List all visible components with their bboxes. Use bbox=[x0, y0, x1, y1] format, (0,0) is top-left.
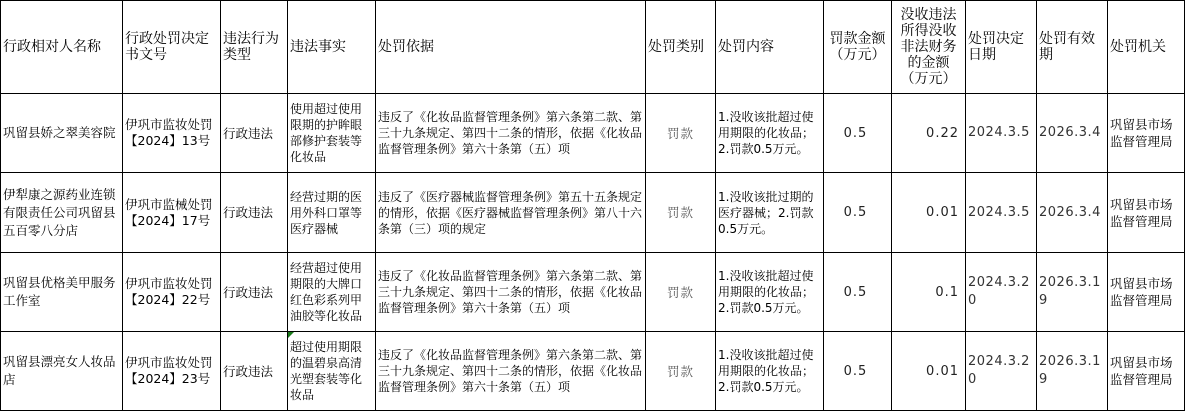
cell-authority: 巩留县市场监督管理局 bbox=[1108, 94, 1185, 173]
header-authority: 处罚机关 bbox=[1108, 1, 1185, 94]
cell-fact: 超过使用期限的温碧泉高清光塑套装等化妆品 bbox=[288, 332, 376, 411]
cell-category: 罚款 bbox=[646, 332, 716, 411]
cell-doc-no: 伊巩市监妆处罚【2024】23号 bbox=[123, 332, 221, 411]
cell-name: 巩留县优格美甲服务工作室 bbox=[1, 253, 123, 332]
cell-basis: 违反了《医疗器械监督管理条例》第五十五条规定的情形，依据《医疗器械监督管理条例》第八十六条第（三）项的规定 bbox=[376, 173, 646, 253]
header-fact: 违法事实 bbox=[288, 1, 376, 94]
cell-type: 行政违法 bbox=[221, 94, 288, 173]
table-row bbox=[1, 253, 1185, 332]
cell-doc-no: 伊巩市监械处罚【2024】17号 bbox=[123, 173, 221, 253]
cell-category: 罚款 bbox=[646, 94, 716, 173]
cell-authority: 巩留县市场监督管理局 bbox=[1108, 253, 1185, 332]
cell-confiscation: 0.22 bbox=[892, 94, 966, 173]
header-decision-date: 处罚决定日期 bbox=[966, 1, 1037, 94]
cell-fact: 经营过期的医用外科口罩等医疗器械 bbox=[288, 173, 376, 253]
table-row bbox=[1, 94, 1185, 173]
header-basis: 处罚依据 bbox=[376, 1, 646, 94]
cell-decision-date: 2024.3.20 bbox=[966, 332, 1037, 411]
header-fine: 罚款金额（万元） bbox=[824, 1, 892, 94]
cell-fact: 经营超过使用期限的大牌口红色彩系列甲油胶等化妆品 bbox=[288, 253, 376, 332]
cell-decision-date: 2024.3.5 bbox=[966, 173, 1037, 253]
cell-confiscation: 0.01 bbox=[892, 332, 966, 411]
cell-category: 罚款 bbox=[646, 173, 716, 253]
cell-fine: 0.5 bbox=[824, 173, 892, 253]
cell-name: 巩留县漂亮女人妆品店 bbox=[1, 332, 123, 411]
cell-valid-until: 2026.3.19 bbox=[1037, 253, 1108, 332]
table-row bbox=[1, 332, 1185, 411]
cell-type: 行政违法 bbox=[221, 173, 288, 253]
cell-doc-no: 伊巩市监妆处罚【2024】13号 bbox=[123, 94, 221, 173]
cell-valid-until: 2026.3.4 bbox=[1037, 94, 1108, 173]
cell-content: 1.没收该批过期的医疗器械；2.罚款0.5万元。 bbox=[716, 173, 824, 253]
header-type: 违法行为类型 bbox=[221, 1, 288, 94]
cell-confiscation: 0.1 bbox=[892, 253, 966, 332]
cell-name: 巩留县娇之翠美容院 bbox=[1, 94, 123, 173]
cell-content: 1.没收该批超过使用期限的化妆品；2.罚款0.5万元。 bbox=[716, 332, 824, 411]
cell-authority: 巩留县市场监督管理局 bbox=[1108, 173, 1185, 253]
cell-content: 1.没收该批超过使用期限的化妆品；2.罚款0.5万元。 bbox=[716, 94, 824, 173]
cell-type: 行政违法 bbox=[221, 253, 288, 332]
cell-basis: 违反了《化妆品监督管理条例》第六条第二款、第三十九条规定、第四十二条的情形，依据《化妆品监督管理条例》第六十条第（五）项 bbox=[376, 94, 646, 173]
cell-content: 1.没收该批超过使用期限的化妆品；2.罚款0.5万元。 bbox=[716, 253, 824, 332]
cell-doc-no: 伊巩市监妆处罚【2024】22号 bbox=[123, 253, 221, 332]
header-confiscation: 没收违法所得没收非法财务的金额（万元） bbox=[892, 1, 966, 94]
cell-decision-date: 2024.3.20 bbox=[966, 253, 1037, 332]
cell-valid-until: 2026.3.19 bbox=[1037, 332, 1108, 411]
header-content: 处罚内容 bbox=[716, 1, 824, 94]
cell-decision-date: 2024.3.5 bbox=[966, 94, 1037, 173]
header-name: 行政相对人名称 bbox=[1, 1, 123, 94]
header-doc-no: 行政处罚决定书文号 bbox=[123, 1, 221, 94]
header-row bbox=[1, 1, 1185, 94]
cell-fine: 0.5 bbox=[824, 253, 892, 332]
cell-basis: 违反了《化妆品监督管理条例》第六条第二款、第三十九条规定、第四十二条的情形，依据《化妆品监督管理条例》第六十条第（五）项 bbox=[376, 253, 646, 332]
cell-fact: 使用超过使用限期的护眸眼部修护套装等化妆品 bbox=[288, 94, 376, 173]
header-valid-until: 处罚有效期 bbox=[1037, 1, 1108, 94]
cell-valid-until: 2026.3.4 bbox=[1037, 173, 1108, 253]
cell-authority: 巩留县市场监督管理局 bbox=[1108, 332, 1185, 411]
header-category: 处罚类别 bbox=[646, 1, 716, 94]
table-row bbox=[1, 173, 1185, 253]
cell-confiscation: 0.01 bbox=[892, 173, 966, 253]
cell-fine: 0.5 bbox=[824, 94, 892, 173]
cell-fine: 0.5 bbox=[824, 332, 892, 411]
cell-basis: 违反了《化妆品监督管理条例》第六条第二款、第三十九条规定、第四十二条的情形，依据《化妆品监督管理条例》第六十条第（五）项 bbox=[376, 332, 646, 411]
cell-type: 行政违法 bbox=[221, 332, 288, 411]
cell-category: 罚款 bbox=[646, 253, 716, 332]
cell-name: 伊犁康之源药业连锁有限责任公司巩留县五百零八分店 bbox=[1, 173, 123, 253]
